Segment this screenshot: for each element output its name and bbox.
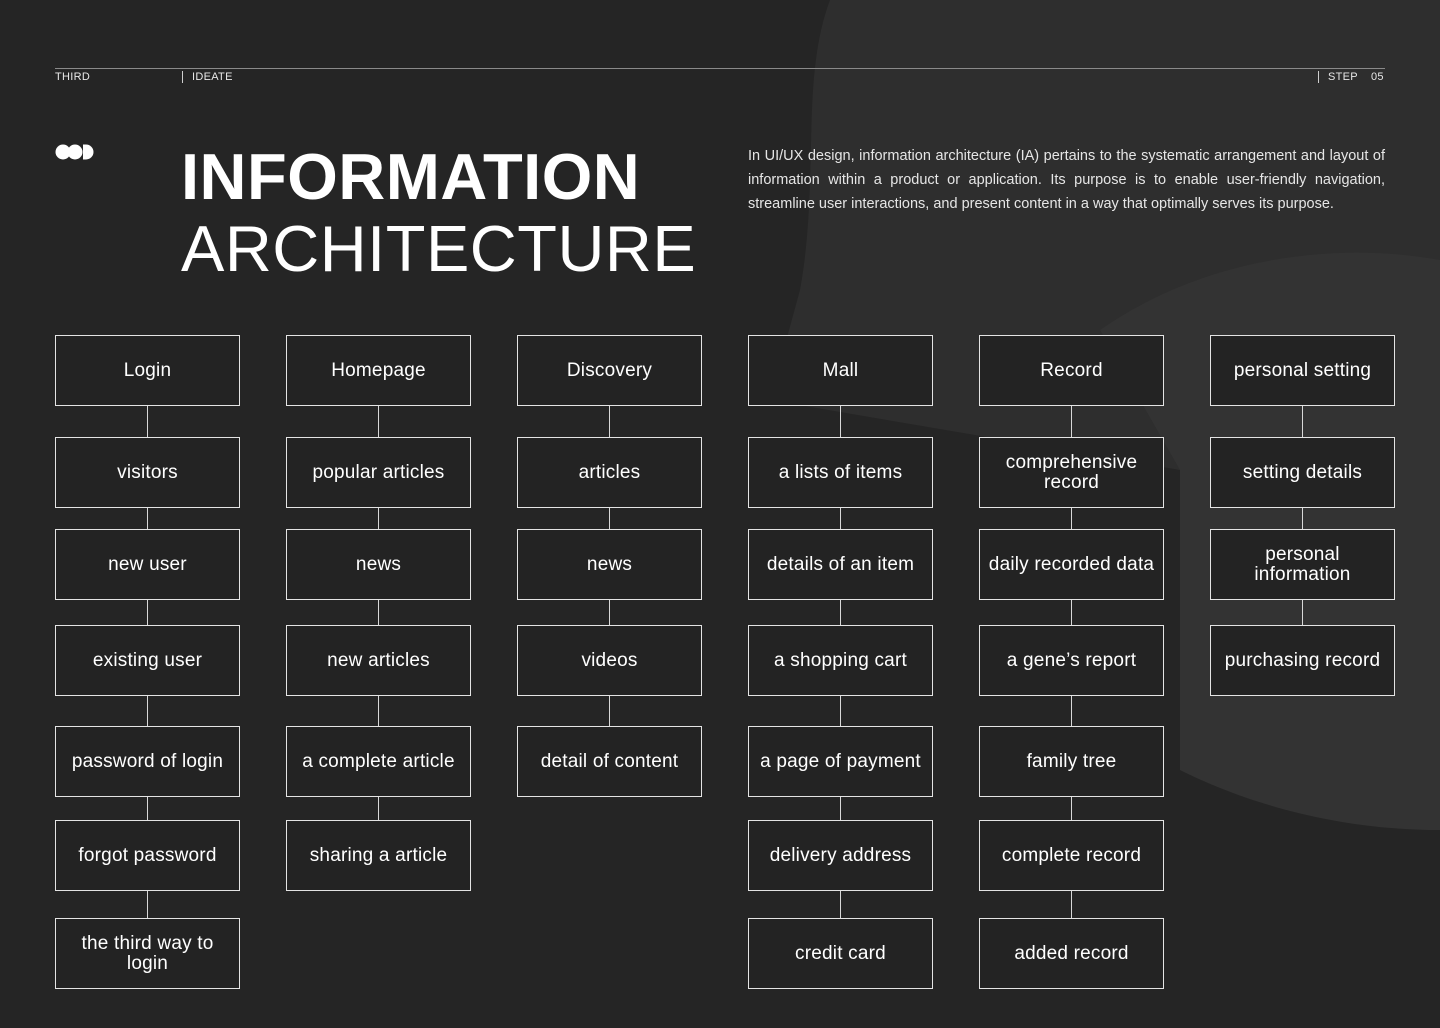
connector-line [1071,797,1072,820]
sub-node: a complete article [286,726,471,797]
sub-node: forgot password [55,820,240,891]
connector-line [609,508,610,529]
sub-node: new articles [286,625,471,696]
connector-line [609,406,610,437]
sub-node: a shopping cart [748,625,933,696]
sub-node: a gene’s report [979,625,1164,696]
connector-line [1071,696,1072,726]
sub-node: comprehensive record [979,437,1164,508]
sub-node: a page of payment [748,726,933,797]
sub-node: added record [979,918,1164,989]
connector-line [147,406,148,437]
connector-line [1302,406,1303,437]
connector-line [147,508,148,529]
connector-line [1302,600,1303,625]
connector-line [1071,600,1072,625]
sub-node: daily recorded data [979,529,1164,600]
connector-line [147,600,148,625]
connector-line [840,696,841,726]
category-node: Mall [748,335,933,406]
sub-node: new user [55,529,240,600]
category-node: Record [979,335,1164,406]
category-node: Login [55,335,240,406]
connector-line [378,508,379,529]
sub-node: news [286,529,471,600]
connector-line [840,508,841,529]
category-node: Homepage [286,335,471,406]
connector-line [378,406,379,437]
connector-line [609,600,610,625]
sub-node: purchasing record [1210,625,1395,696]
sub-node: family tree [979,726,1164,797]
sub-node: articles [517,437,702,508]
connector-line [378,600,379,625]
sub-node: setting details [1210,437,1395,508]
sub-node: details of an item [748,529,933,600]
header-step-label: STEP [1318,71,1358,83]
connector-line [1071,406,1072,437]
sub-node: detail of content [517,726,702,797]
sub-node: sharing a article [286,820,471,891]
page-title-line1: INFORMATION [181,140,641,213]
sub-node: complete record [979,820,1164,891]
sub-node: delivery address [748,820,933,891]
sub-node: existing user [55,625,240,696]
header-step-number: 05 [1371,71,1384,83]
sub-node: personal information [1210,529,1395,600]
connector-line [840,600,841,625]
connector-line [609,696,610,726]
connector-line [147,797,148,820]
connector-line [1071,508,1072,529]
connector-line [378,797,379,820]
sub-node: news [517,529,702,600]
connector-line [840,406,841,437]
sub-node: password of login [55,726,240,797]
category-node: personal setting [1210,335,1395,406]
sub-node: visitors [55,437,240,508]
sub-node: a lists of items [748,437,933,508]
category-node: Discovery [517,335,702,406]
sub-node: the third way to login [55,918,240,989]
connector-line [840,891,841,918]
connector-line [147,696,148,726]
sub-node: videos [517,625,702,696]
connector-line [147,891,148,918]
header-section-label: THIRD [55,71,91,83]
sub-node: popular articles [286,437,471,508]
description-paragraph: In UI/UX design, information architecture (IA) pertains to the systematic arrangement and layout of information within a product or application. Its purpose is to enable user-friendly navigation, streamline user interactions, and present content in a way that optimally serves its purpose. [748,148,1385,212]
connector-line [1302,508,1303,529]
connector-line [378,696,379,726]
connector-line [1071,891,1072,918]
sub-node: credit card [748,918,933,989]
connector-line [840,797,841,820]
header-stage-label: IDEATE [182,71,233,83]
page-title-line2: ARCHITECTURE [181,212,697,285]
